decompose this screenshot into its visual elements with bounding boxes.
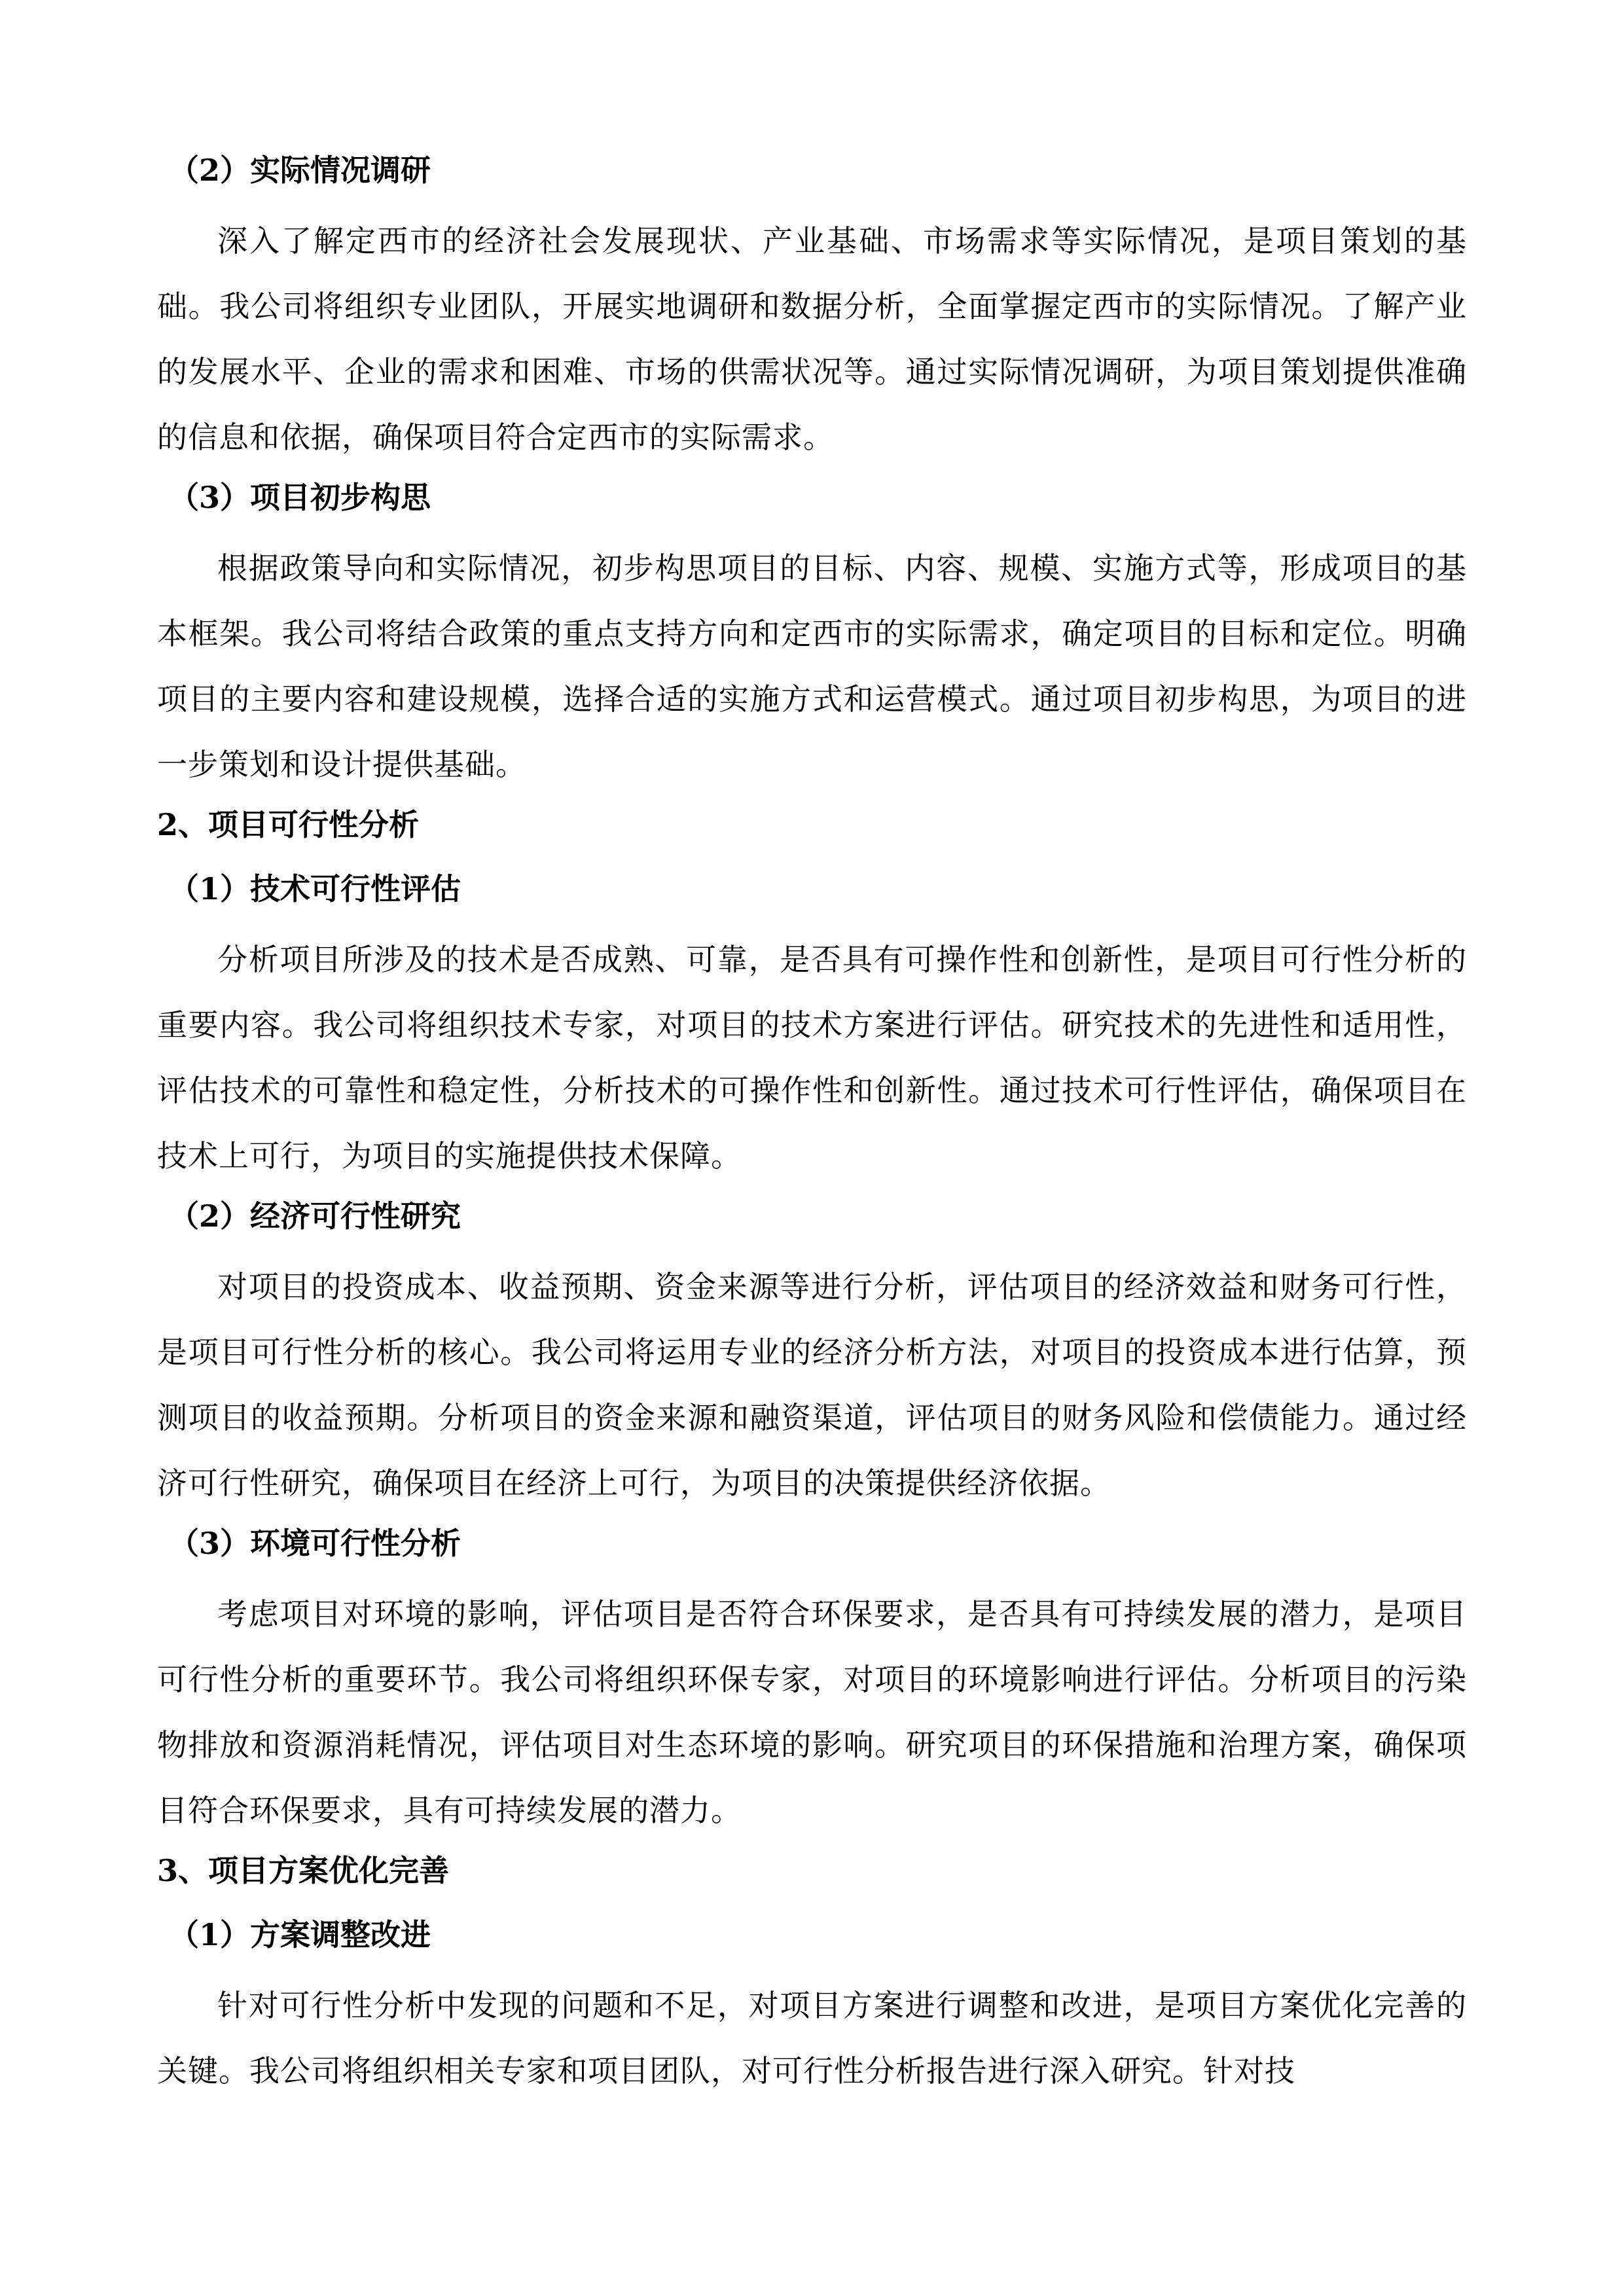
paragraph-initial-concept: 根据政策导向和实际情况，初步构思项目的目标、内容、规模、实施方式等，形成项目的基本框架。我公司将结合政策的重点支持方向和定西市的实际需求，确定项目的目标和定位。明确项目的主要内容和建设规模，选择合适的实施方式和运营模式。通过项目初步构思，为项目的进一步策划和设计提供基础。	[157, 550, 1467, 782]
section-heading-feasibility-analysis: 2、项目可行性分析	[157, 807, 420, 842]
section-heading-environmental-feasibility: （3）环境可行性分析	[169, 1526, 461, 1561]
section-heading-initial-concept: （3）项目初步构思	[169, 480, 431, 515]
paragraph-economic-feasibility: 对项目的投资成本、收益预期、资金来源等进行分析，评估项目的经济效益和财务可行性，是项目可行性分析的核心。我公司将运用专业的经济分析方法，对项目的投资成本进行估算，预测项目的收益预期。分析项目的资金来源和融资渠道，评估项目的财务风险和偿债能力。通过经济可行性研究，确保项目在经济上可行，为项目的决策提供经济依据。	[157, 1269, 1467, 1501]
paragraph-actual-research: 深入了解定西市的经济社会发展现状、产业基础、市场需求等实际情况，是项目策划的基础。我公司将组织专业团队，开展实地调研和数据分析，全面掌握定西市的实际情况。了解产业的发展水平、企业的需求和困难、市场的供需状况等。通过实际情况调研，为项目策划提供准确的信息和依据，确保项目符合定西市的实际需求。	[157, 223, 1467, 455]
document-body	[157, 151, 1467, 2104]
section-heading-actual-research: （2）实际情况调研	[169, 152, 431, 188]
section-heading-plan-adjustment: （1）方案调整改进	[169, 1917, 431, 1952]
paragraph-plan-adjustment: 针对可行性分析中发现的问题和不足，对项目方案进行调整和改进，是项目方案优化完善的关键。我公司将组织相关专家和项目团队，对可行性分析报告进行深入研究。针对技	[157, 1988, 1467, 2089]
paragraph-environmental-feasibility: 考虑项目对环境的影响，评估项目是否符合环保要求，是否具有可持续发展的潜力，是项目可行性分析的重要环节。我公司将组织环保专家，对项目的环境影响进行评估。分析项目的污染物排放和资源消耗情况，评估项目对生态环境的影响。研究项目的环保措施和治理方案，确保项目符合环保要求，具有可持续发展的潜力。	[157, 1596, 1467, 1828]
section-heading-economic-feasibility: （2）经济可行性研究	[169, 1198, 461, 1234]
section-heading-technical-feasibility: （1）技术可行性评估	[169, 871, 461, 906]
section-heading-plan-optimization: 3、项目方案优化完善	[157, 1853, 450, 1888]
paragraph-technical-feasibility: 分析项目所涉及的技术是否成熟、可靠，是否具有可操作性和创新性，是项目可行性分析的重要内容。我公司将组织技术专家，对项目的技术方案进行评估。研究技术的先进性和适用性，评估技术的可靠性和稳定性，分析技术的可操作性和创新性。通过技术可行性评估，确保项目在技术上可行，为项目的实施提供技术保障。	[157, 942, 1467, 1174]
